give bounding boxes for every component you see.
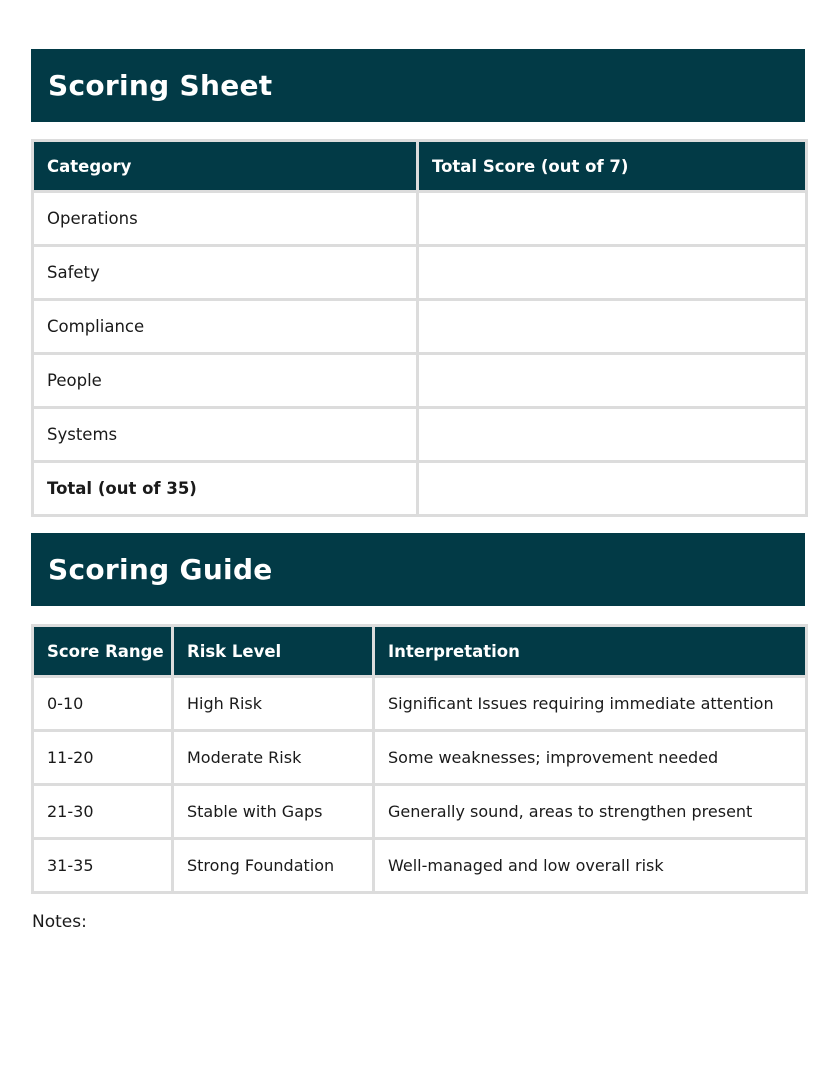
scoring-guide-title: Scoring Guide (48, 553, 273, 586)
score-cell[interactable] (418, 354, 807, 408)
document-page (31, 49, 805, 932)
score-range-cell: 21-30 (33, 785, 173, 839)
scoring-guide-table (31, 624, 808, 894)
interpretation-cell: Well-managed and low overall risk (374, 839, 807, 893)
table-row (33, 408, 807, 462)
table-row (33, 839, 807, 893)
scoring-sheet-banner (31, 49, 805, 122)
category-cell: Operations (33, 192, 418, 246)
interpretation-cell: Some weaknesses; improvement needed (374, 731, 807, 785)
risk-level-cell: Strong Foundation (173, 839, 374, 893)
risk-level-cell: Stable with Gaps (173, 785, 374, 839)
score-range-cell: 0-10 (33, 677, 173, 731)
score-range-cell: 31-35 (33, 839, 173, 893)
total-score-cell[interactable] (418, 462, 807, 516)
risk-level-cell: High Risk (173, 677, 374, 731)
column-header-score-range: Score Range (33, 626, 173, 677)
scoring-sheet-table (31, 139, 808, 517)
table-row (33, 354, 807, 408)
interpretation-cell: Significant Issues requiring immediate attention (374, 677, 807, 731)
score-cell[interactable] (418, 408, 807, 462)
table-row (33, 731, 807, 785)
column-header-total-score: Total Score (out of 7) (418, 141, 807, 192)
score-range-cell: 11-20 (33, 731, 173, 785)
table-header-row (33, 141, 807, 192)
total-label-cell: Total (out of 35) (33, 462, 418, 516)
risk-level-cell: Moderate Risk (173, 731, 374, 785)
category-cell: Compliance (33, 300, 418, 354)
table-row (33, 300, 807, 354)
column-header-interpretation: Interpretation (374, 626, 807, 677)
category-cell: People (33, 354, 418, 408)
total-row (33, 462, 807, 516)
notes-label: Notes: (32, 912, 87, 932)
table-header-row (33, 626, 807, 677)
column-header-category: Category (33, 141, 418, 192)
table-row (33, 246, 807, 300)
score-cell[interactable] (418, 192, 807, 246)
column-header-risk-level: Risk Level (173, 626, 374, 677)
category-cell: Systems (33, 408, 418, 462)
scoring-sheet-title: Scoring Sheet (48, 69, 273, 102)
table-row (33, 785, 807, 839)
table-row (33, 677, 807, 731)
interpretation-cell: Generally sound, areas to strengthen present (374, 785, 807, 839)
score-cell[interactable] (418, 300, 807, 354)
category-cell: Safety (33, 246, 418, 300)
scoring-guide-banner (31, 533, 805, 606)
table-row (33, 192, 807, 246)
score-cell[interactable] (418, 246, 807, 300)
